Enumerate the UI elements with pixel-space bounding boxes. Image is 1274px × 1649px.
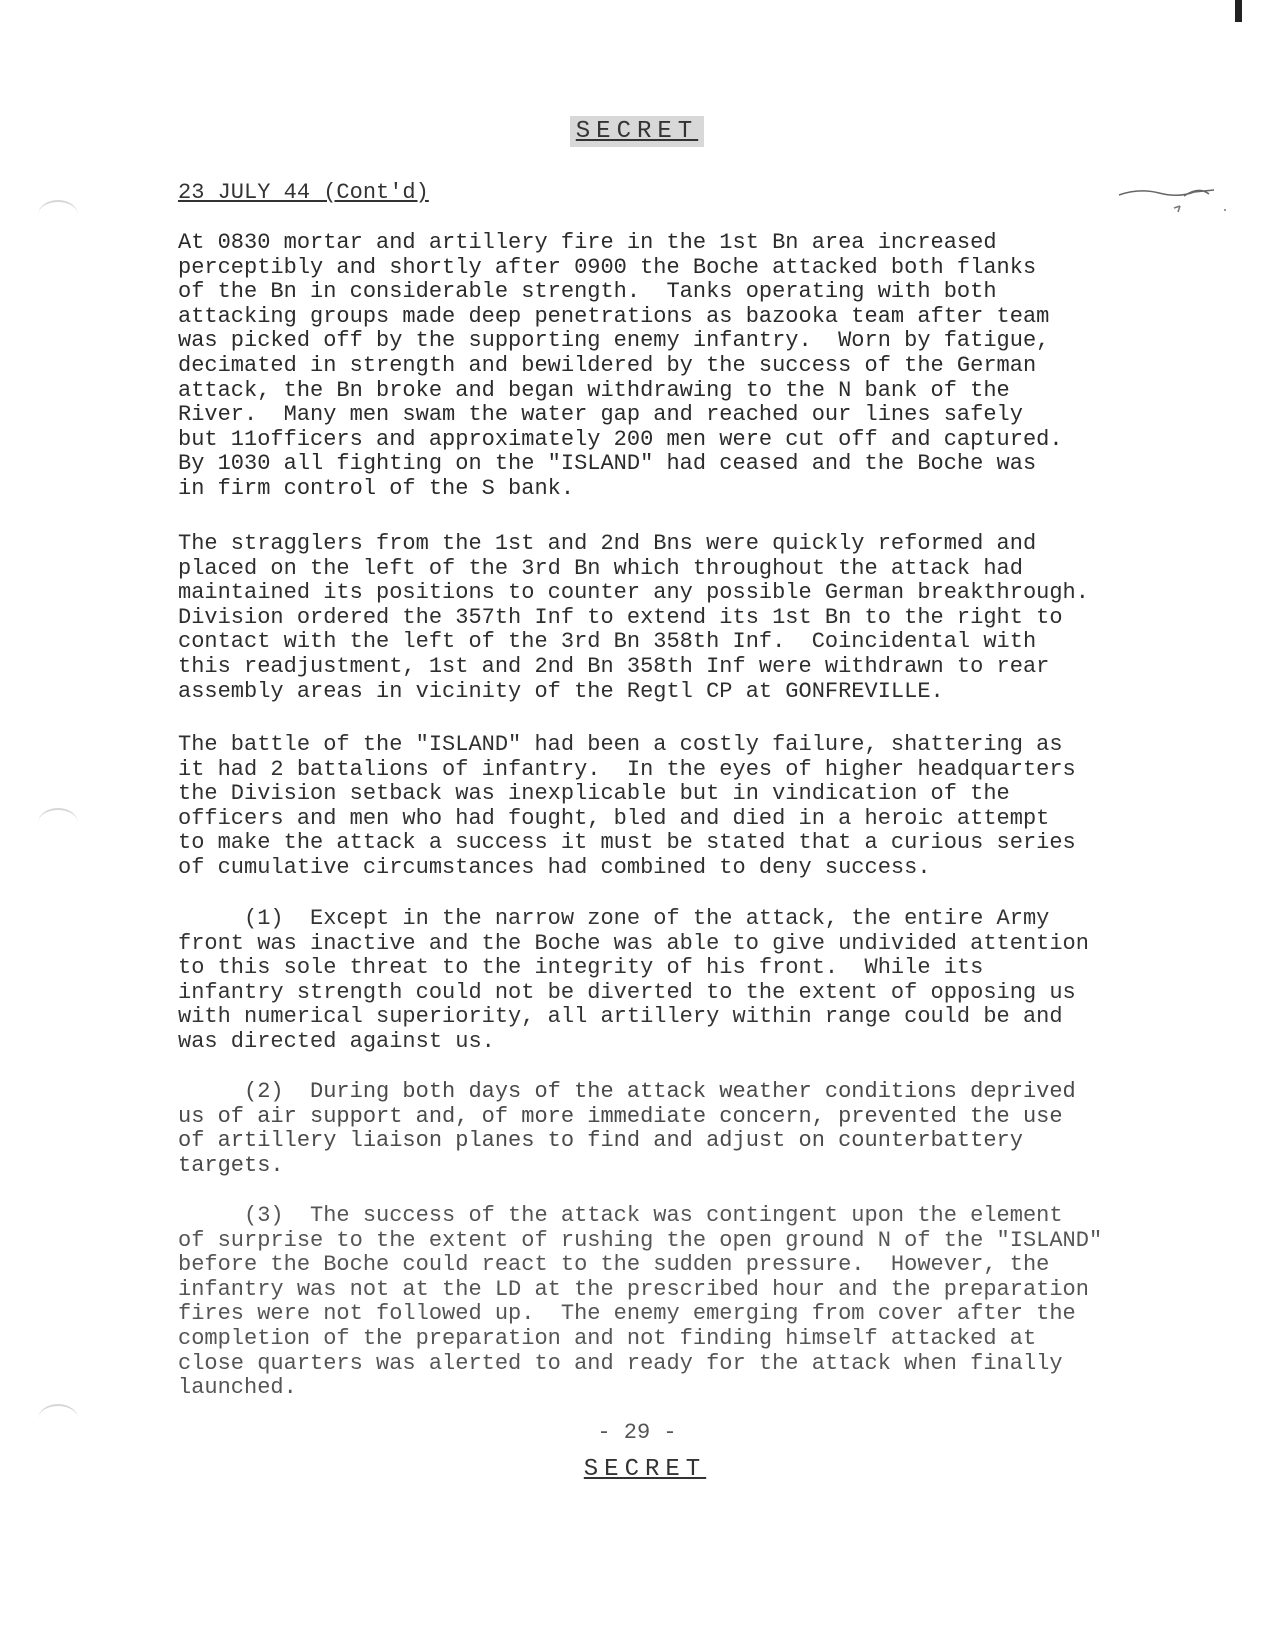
- punch-hole-mark: [38, 200, 78, 230]
- paragraph-island-attack: At 0830 mortar and artillery fire in the 1st Bn area increased perceptibly and shortly after 0900 the Boche attacked both flanks of the Bn in considerable strength. Tanks operating with both attacking groups made deep penetrations as bazooka team after team was picked off by the supporting enemy infantry. Worn by fatigue, decimated in strength and bewildered by the success of the German attack, the Bn broke and began withdrawing to the N bank of the River. Many men swam the water gap and reached our lines safely but 11officers and approximately 200 men were cut off and captured. By 1030 all fighting on the "ISLAND" had ceased and the Boche was in firm control of the S bank.: [178, 230, 1063, 501]
- punch-hole-mark: [38, 808, 78, 838]
- classification-label: SECRET: [570, 116, 704, 147]
- corner-mark: [1235, 0, 1242, 22]
- handwritten-scribble: [1114, 180, 1234, 220]
- bottom-classification-stamp: SECRET: [583, 1456, 707, 1483]
- page-number: - 29 -: [597, 1420, 677, 1445]
- paragraph-stragglers: The stragglers from the 1st and 2nd Bns were quickly reformed and placed on the left of the 3rd Bn which throughout the attack had maintained its positions to counter any possible German breakthrough. Division ordered the 357th Inf to extend its 1st Bn to the right to contact with the left of the 3rd Bn 358th Inf. Coincidental with this readjustment, 1st and 2nd Bn 358th Inf were withdrawn to rear assembly areas in vicinity of the Regtl CP at GONFREVILLE.: [178, 531, 1089, 704]
- paragraph-circumstance-3: (3) The success of the attack was contingent upon the element of surprise to the extent of rushing the open ground N of the "ISLAND" before the Boche could react to the sudden pressure. However, the infantry was not at the LD at the prescribed hour and the preparation fires were not followed up. The enemy emerging from cover after the completion of the preparation and not finding himself attacked at close quarters was alerted to and ready for the attack when finally launched.: [178, 1203, 1103, 1401]
- paragraph-circumstance-2: (2) During both days of the attack weather conditions deprived us of air support and, of more immediate concern, prevented the use of artillery liaison planes to find and adjust on counterbattery targets.: [178, 1079, 1076, 1178]
- paragraph-costly-failure: The battle of the "ISLAND" had been a costly failure, shattering as it had 2 battalions of infantry. In the eyes of higher headquarters the Division setback was inexplicable but in vindication of the officers and men who had fought, bled and died in a heroic attempt to make the attack a success it must be stated that a curious series of cumulative circumstances had combined to deny success.: [178, 732, 1076, 880]
- top-classification-stamp: [0, 118, 1274, 145]
- paragraph-circumstance-1: (1) Except in the narrow zone of the attack, the entire Army front was inactive and the Boche was able to give undivided attention to this sole threat to the integrity of his front. While its infantry strength could not be diverted to the extent of opposing us with numerical superiority, all artillery within range could be and was directed against us.: [178, 906, 1089, 1054]
- date-heading: 23 JULY 44 (Cont'd): [178, 180, 429, 205]
